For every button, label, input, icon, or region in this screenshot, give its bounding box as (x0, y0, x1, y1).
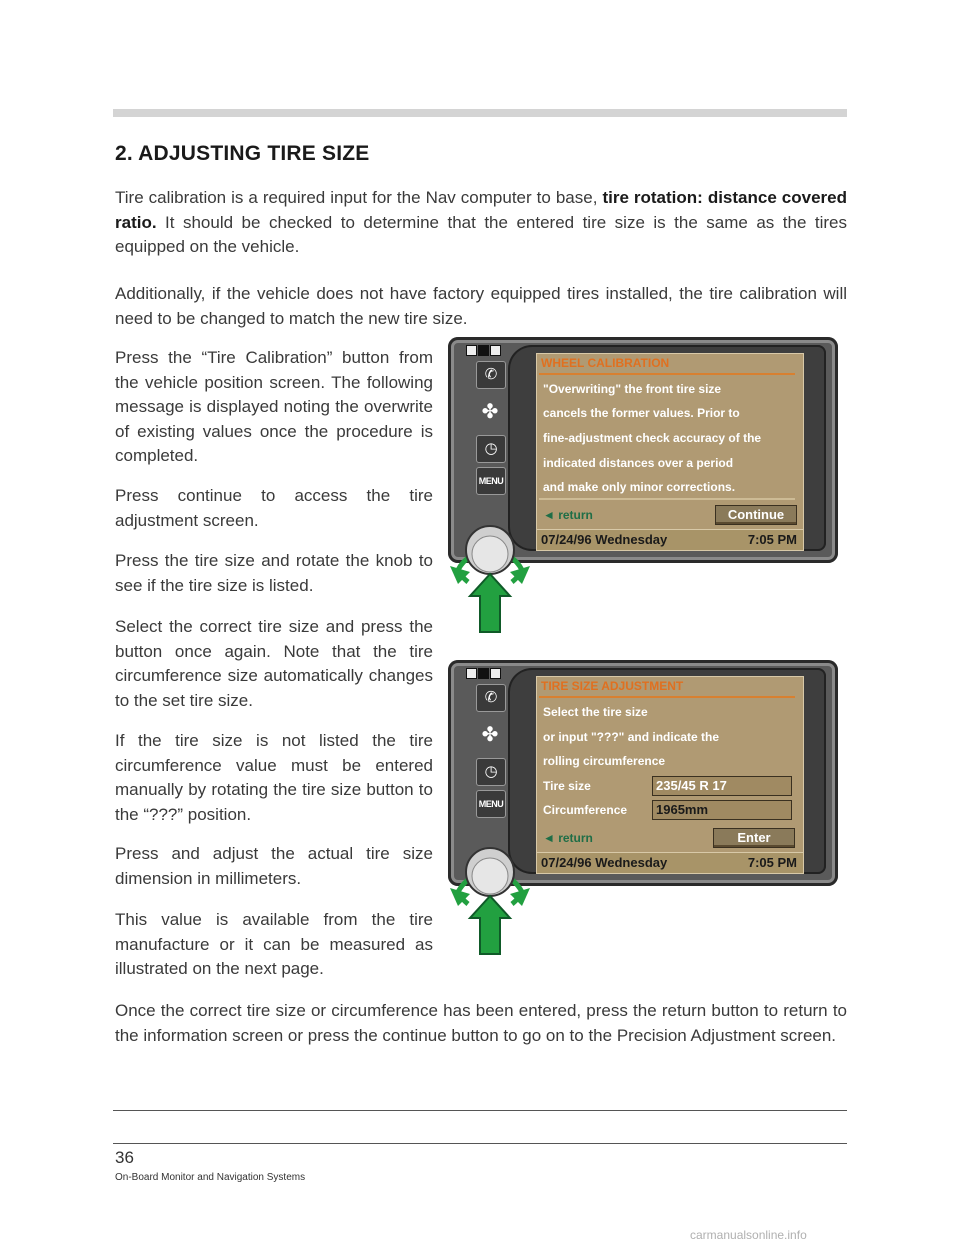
return-button[interactable]: ◄ return (543, 831, 593, 845)
knob-rotate-push-icon[interactable] (440, 834, 540, 962)
fan-icon[interactable]: ✤ (481, 401, 499, 423)
col-paragraph-1: Press the “Tire Calibration” button from the vehicle position screen. The following message is displayed noting the overwrite of existing values once the procedure is completed. (115, 348, 433, 465)
message-line: and make only minor corrections. (543, 480, 736, 494)
circumference-label: Circumference (543, 803, 628, 817)
tire-size-adjustment-screen (536, 676, 804, 874)
watermark: carmanualsonline.info (690, 1228, 807, 1242)
message-line: or input "???" and indicate the (543, 730, 720, 744)
paragraph-final: Once the correct tire size or circumference has been entered, press the return button to return to the information screen or press the continue button to go on to the Precision Adjustment screen. (115, 1001, 847, 1045)
return-button[interactable]: ◄ return (543, 508, 593, 522)
title-underline (539, 696, 795, 698)
col-paragraph-2: Press continue to access the tire adjustment screen. (115, 486, 433, 530)
footer-rule (113, 1110, 847, 1111)
circumference-field[interactable]: 1965mm (652, 800, 792, 820)
col-paragraph-4: Select the correct tire size and press the button once again. Note that the tire circumference size automatically changes to the set tire size. (115, 617, 433, 710)
menu-button[interactable]: MENU (476, 467, 506, 495)
message-line: cancels the former values. Prior to (543, 406, 740, 420)
wheel-calibration-screen (536, 353, 804, 551)
col-paragraph-6: Press and adjust the actual tire size dimension in millimeters. (115, 844, 433, 888)
page-number: 36 (115, 1148, 134, 1167)
continue-button[interactable]: Continue (715, 505, 797, 525)
page-heading: 2. ADJUSTING TIRE SIZE (115, 142, 370, 165)
divider (539, 498, 795, 500)
paragraph-additional: Additionally, if the vehicle does not have factory equipped tires installed, the tire calibration will need to be changed to match the new tire size. (115, 284, 847, 328)
knob-rotate-push-icon[interactable] (440, 512, 540, 640)
enter-button[interactable]: Enter (713, 828, 795, 848)
screen-title: WHEEL CALIBRATION (541, 356, 670, 370)
intro-text-end: It should be checked to determine that the entered tire size is the same as the tires equipped on the vehicle. (115, 212, 847, 256)
clock-icon[interactable]: ◷ (476, 435, 506, 463)
message-line: fine-adjustment check accuracy of the (543, 431, 762, 445)
message-line: rolling circumference (543, 754, 666, 768)
message-line: "Overwriting" the front tire size (543, 382, 722, 396)
top-rule (113, 109, 847, 117)
status-date: 07/24/96 Wednesday (541, 532, 668, 547)
col-paragraph-3: Press the tire size and rotate the knob to see if the tire size is listed. (115, 551, 433, 595)
message-line: indicated distances over a period (543, 456, 734, 470)
footer-rule (113, 1143, 847, 1144)
message-line: Select the tire size (543, 705, 648, 719)
tire-size-label: Tire size (543, 779, 591, 793)
clock-icon[interactable]: ◷ (476, 758, 506, 786)
status-date: 07/24/96 Wednesday (541, 855, 668, 870)
footer-title: On-Board Monitor and Navigation Systems (115, 1172, 306, 1183)
status-time: 7:05 PM (747, 855, 797, 870)
phone-icon[interactable]: ✆ (476, 361, 506, 389)
intro-text: Tire calibration is a required input for the Nav computer to base, (115, 188, 603, 207)
col-paragraph-5: If the tire size is not listed the tire circumference value must be entered manually by rotating the tire size button to the “???” position. (115, 731, 433, 824)
phone-icon[interactable]: ✆ (476, 684, 506, 712)
intro-bold: tire rotation: distance covered ratio. (115, 188, 847, 232)
fan-icon[interactable]: ✤ (481, 724, 499, 746)
screen-title: TIRE SIZE ADJUSTMENT (541, 679, 684, 693)
status-bar (537, 852, 803, 873)
tire-size-field[interactable]: 235/45 R 17 (652, 776, 792, 796)
status-bar (537, 529, 803, 550)
status-time: 7:05 PM (747, 532, 797, 547)
title-underline (539, 373, 795, 375)
col-paragraph-7: This value is available from the tire manufacture or it can be measured as illustrated on the next page. (115, 910, 433, 978)
paragraph-intro (115, 186, 847, 260)
menu-button[interactable]: MENU (476, 790, 506, 818)
